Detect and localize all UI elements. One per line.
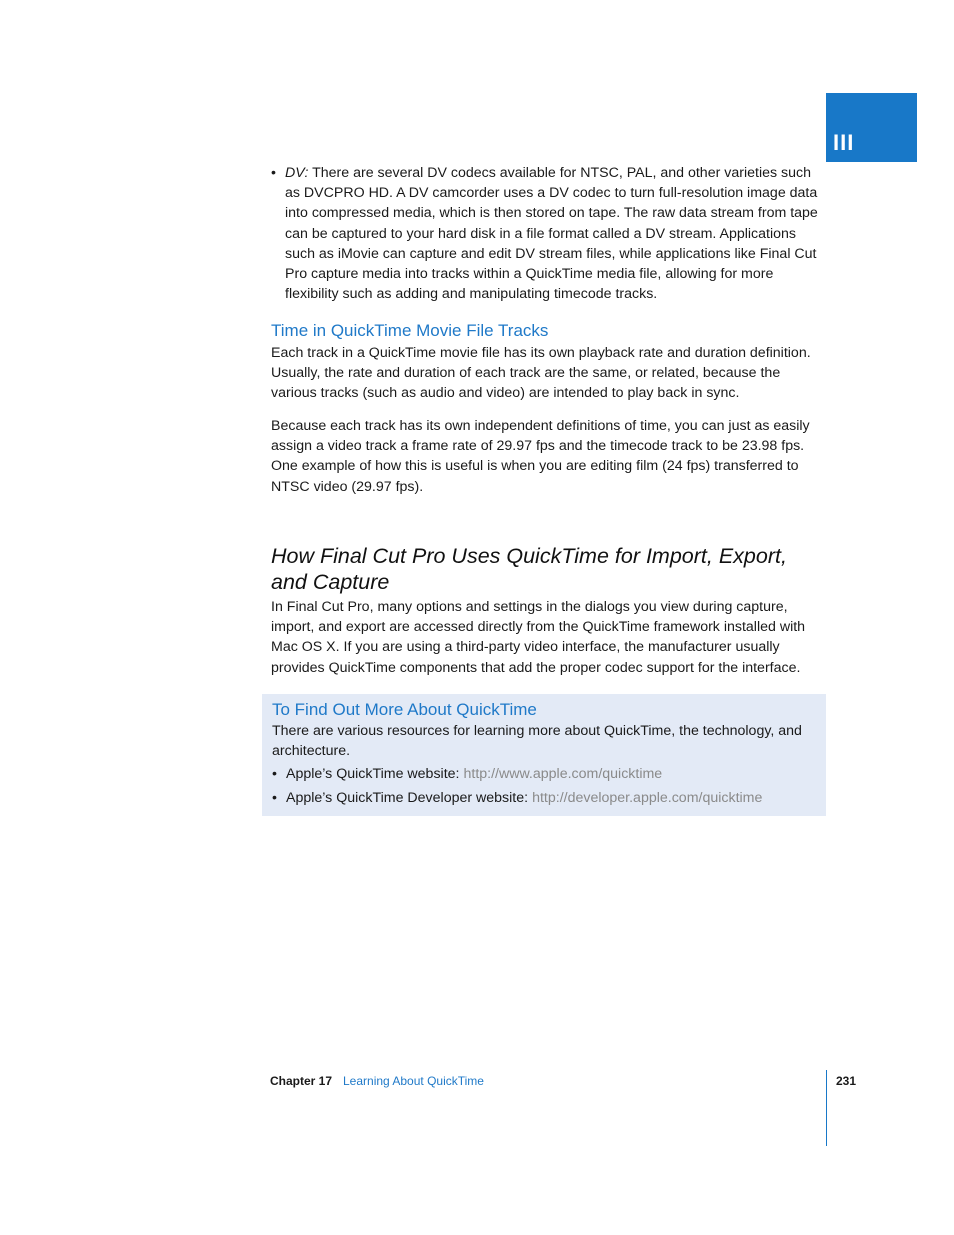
apple-quicktime-link[interactable]: http://www.apple.com/quicktime	[463, 766, 663, 782]
footer-chapter: Chapter 17	[270, 1074, 333, 1088]
bullet-marker: •	[272, 790, 277, 806]
time-section-para-1: Each track in a QuickTime movie file has its own playback rate and duration definition. Usually, the rate and duration of each track are the same, or related, because the various tracks (such as audio and video) are intended to play back in sync.	[271, 345, 811, 402]
section-tab-label: III	[833, 130, 855, 155]
dv-description: There are several DV codecs available for NTSC, PAL, and other varieties such as DVCPRO HD. A DV camcorder uses a DV codec to turn full-resolution image data into compressed media, which is then stored on tape. The raw data stream from tape can be captured to your hard disk in a file format called a DV stream. Applications such as iMovie can capture and edit DV stream files, while applications like Final Cut Pro capture media into tracks within a QuickTime media file, allowing for more flexibility such as adding and manipulating timecode tracks.	[285, 165, 818, 303]
more-info-para: There are various resources for learning more about QuickTime, the technology, and architecture.	[272, 723, 802, 760]
fcp-section-heading: How Final Cut Pro Uses QuickTime for Import, Export, and Capture	[271, 544, 787, 594]
time-section-heading: Time in QuickTime Movie File Tracks	[271, 321, 549, 340]
bullet-marker: •	[271, 165, 276, 181]
page-number: 231	[836, 1074, 857, 1088]
resource-label: Apple’s QuickTime Developer website:	[286, 790, 529, 806]
fcp-section-para: In Final Cut Pro, many options and settings in the dialogs you view during capture, import, and export are accessed directly from the QuickTime framework installed with Mac OS X. If you are using a third-party video interface, the manufacturer usually provides QuickTime components that add the proper codec support for the interface.	[271, 599, 806, 676]
list-item	[272, 764, 820, 784]
list-item	[272, 788, 820, 808]
dv-bullet-item	[271, 163, 826, 304]
more-info-heading: To Find Out More About QuickTime	[272, 700, 537, 719]
footer-chapter-title: Learning About QuickTime	[343, 1074, 484, 1088]
section-tab	[826, 93, 917, 162]
time-section-para-2: Because each track has its own independent definitions of time, you can just as easily assign a video track a frame rate of 29.97 fps and the timecode track to be 23.98 fps. One example of how this is useful is when you are editing film (24 fps) transferred to NTSC video (29.97 fps).	[271, 418, 810, 495]
dv-bullet-text	[285, 163, 826, 304]
bullet-marker: •	[272, 766, 277, 782]
more-info-box	[262, 694, 826, 816]
developer-quicktime-link[interactable]: http://developer.apple.com/quicktime	[532, 790, 763, 806]
resource-label: Apple’s QuickTime website:	[286, 766, 460, 782]
dv-term: DV:	[285, 165, 309, 181]
footer-divider	[826, 1070, 827, 1146]
